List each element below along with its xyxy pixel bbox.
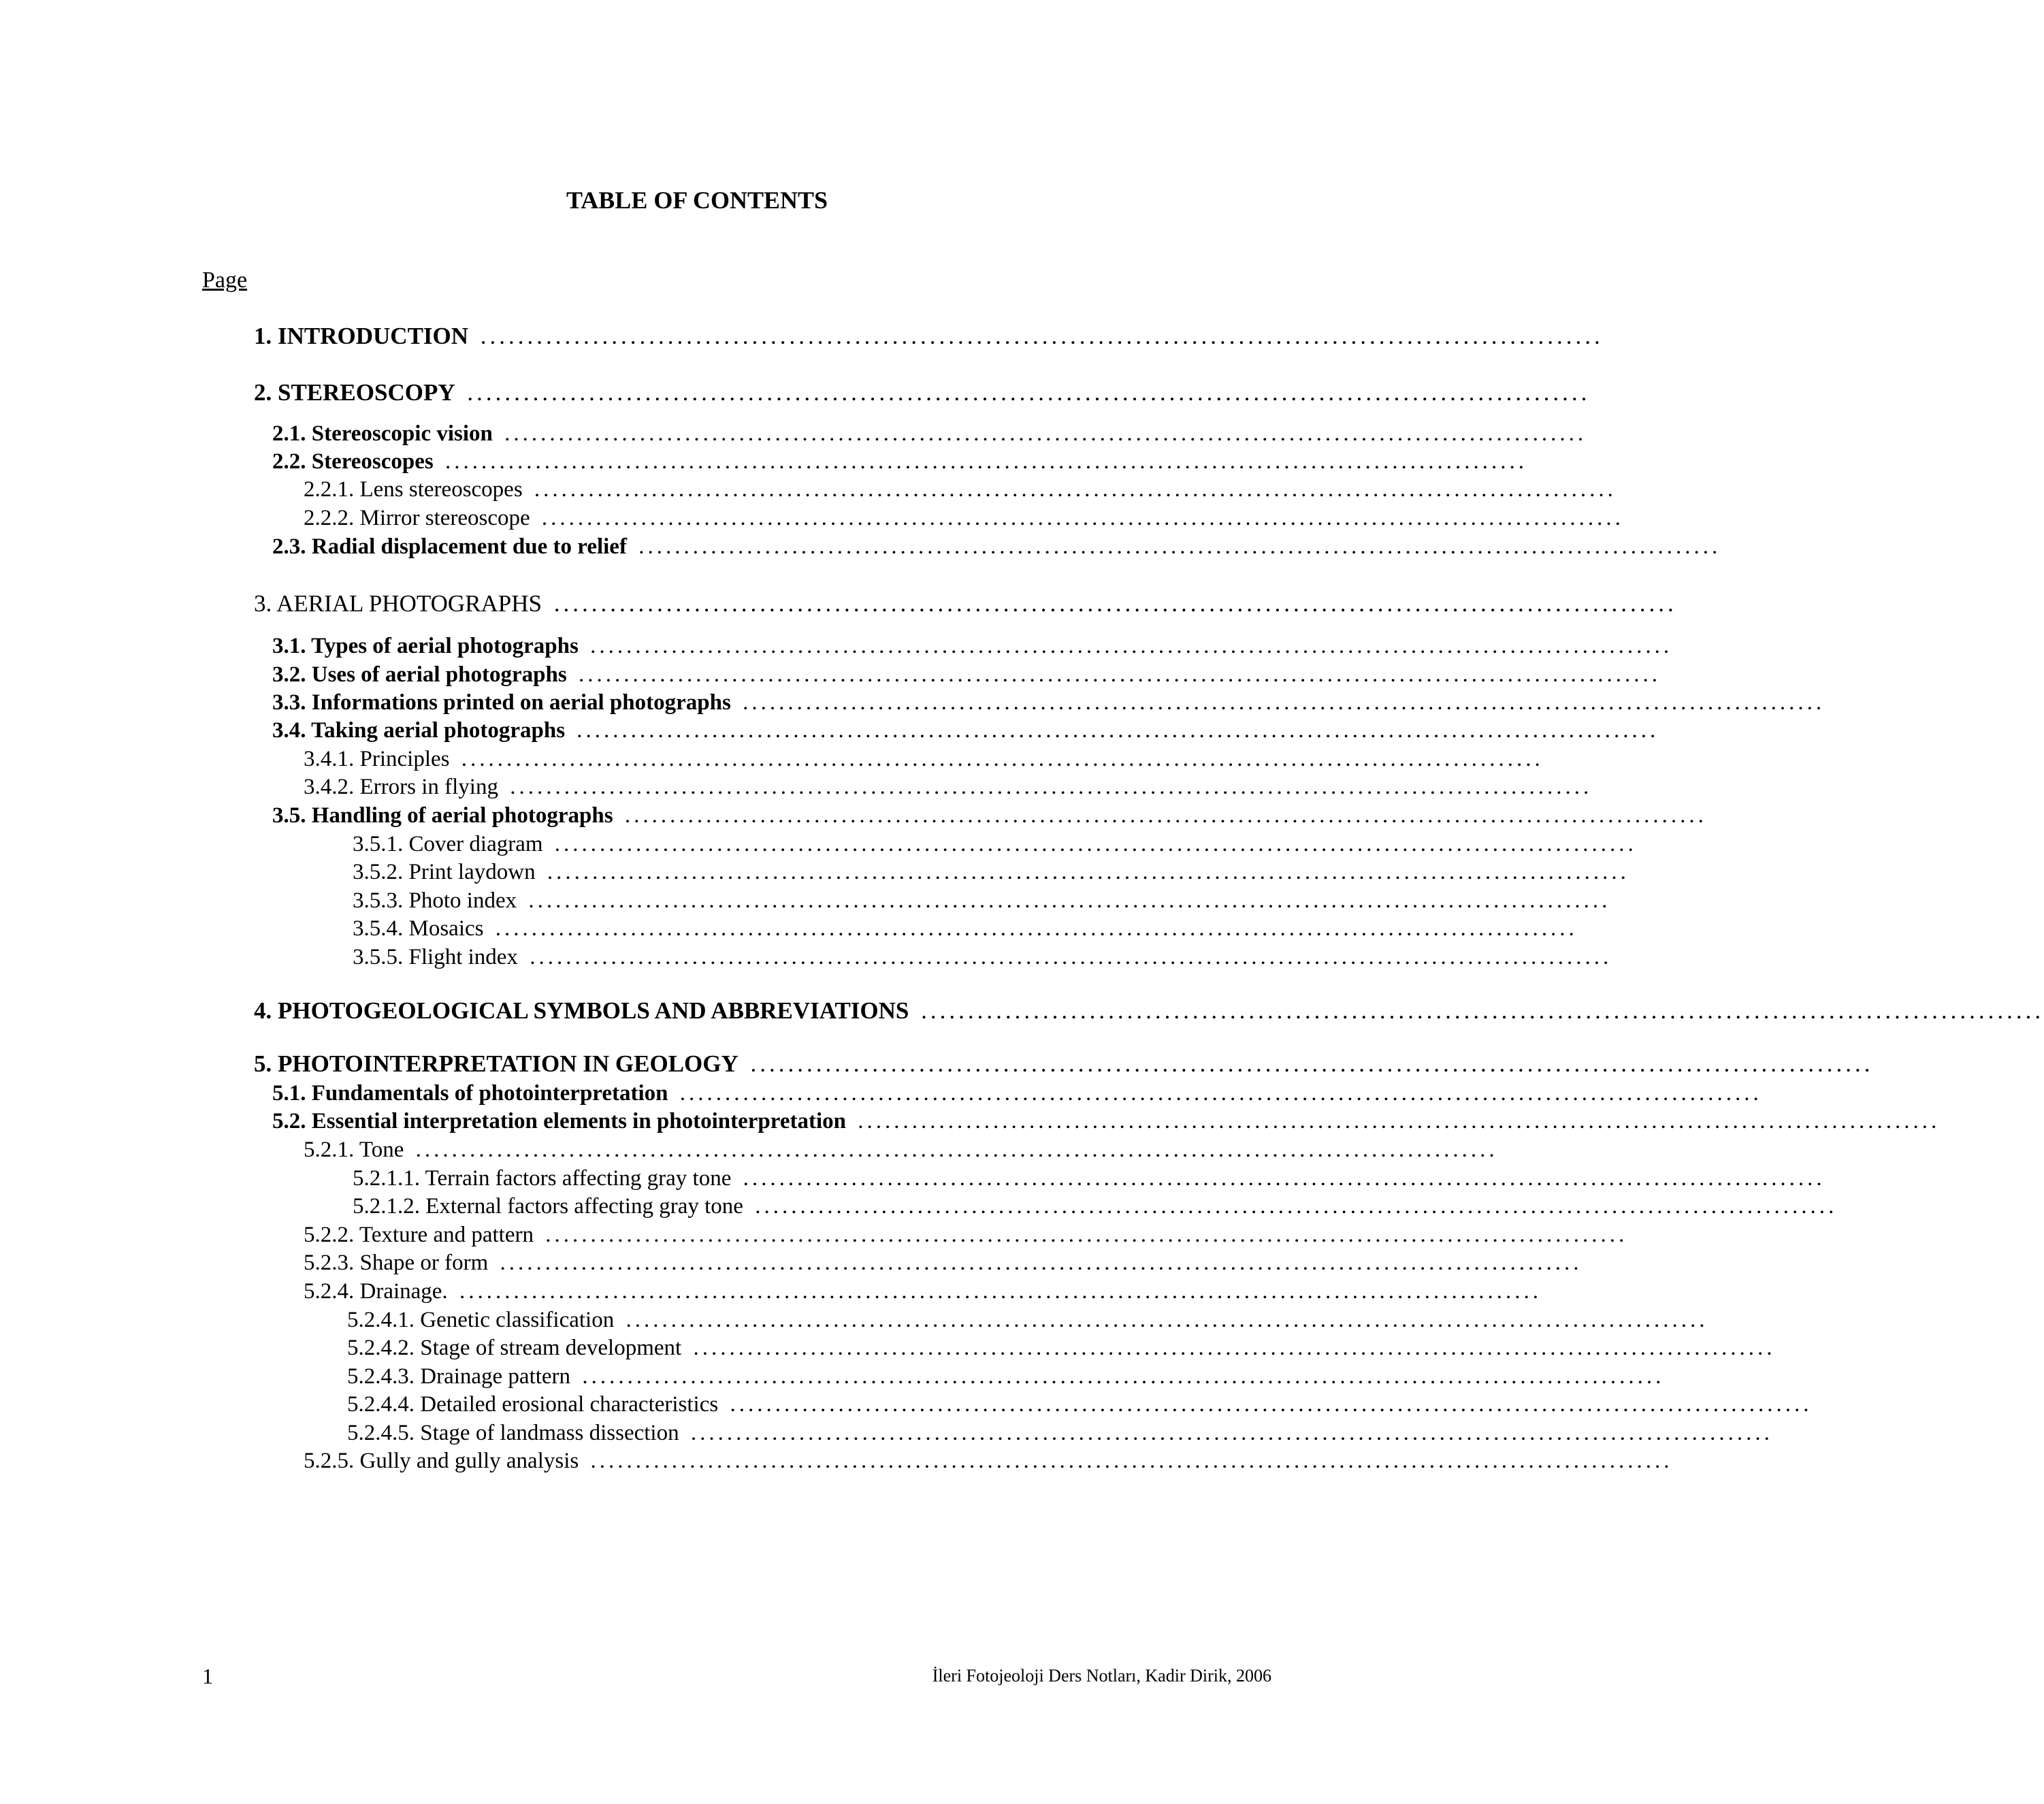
toc-entry bbox=[272, 419, 1587, 449]
dot-leader: ........................................................................................................................ bbox=[544, 590, 1677, 617]
toc-entry-title: 5.2.4.1. Genetic classification bbox=[347, 1308, 615, 1332]
toc-entry bbox=[304, 744, 1544, 774]
toc-entry-title: 5.1. Fundamentals of photointerpretation bbox=[272, 1081, 668, 1106]
dot-leader: ........................................................................................................................ bbox=[525, 477, 1617, 502]
toc-entry-title: 5.2. Essential interpretation elements in photointerpretation bbox=[272, 1109, 846, 1133]
toc-entry bbox=[272, 660, 1661, 690]
toc-entry bbox=[272, 1106, 1941, 1136]
dot-leader: ........................................................................................................................ bbox=[569, 662, 1661, 687]
toc-entry bbox=[254, 589, 1677, 619]
toc-entry bbox=[304, 1135, 1498, 1165]
dot-leader: ........................................................................................................................ bbox=[734, 1166, 1826, 1191]
toc-entry-title: 5.2.4.4. Detailed erosional characteristics bbox=[347, 1392, 719, 1417]
dot-leader: ........................................................................................................................ bbox=[911, 997, 2044, 1024]
toc-entry bbox=[304, 1220, 1628, 1250]
toc-entry bbox=[304, 503, 1624, 533]
toc-entry bbox=[272, 1078, 1762, 1108]
dot-leader: ........................................................................................................................ bbox=[545, 832, 1637, 856]
dot-leader: ........................................................................................................................ bbox=[520, 945, 1612, 969]
dot-leader: ........................................................................................................................ bbox=[681, 1421, 1773, 1445]
toc-entry-title: 2.1. Stereoscopic vision bbox=[272, 421, 493, 446]
dot-leader: ........................................................................................................................ bbox=[536, 1223, 1628, 1247]
footer-page-number: 1 bbox=[202, 1664, 213, 1688]
toc-entry bbox=[254, 1049, 1874, 1079]
toc-entry bbox=[347, 1362, 1665, 1391]
dot-leader: ........................................................................................................................ bbox=[450, 1279, 1542, 1304]
toc-entry-title: 1. INTRODUCTION bbox=[254, 323, 469, 349]
dot-leader: ........................................................................................................................ bbox=[581, 1449, 1673, 1473]
toc-entry-title: 5.2.4. Drainage. bbox=[304, 1279, 448, 1304]
dot-leader: ........................................................................................................................ bbox=[629, 534, 1721, 559]
toc-entry bbox=[304, 1276, 1542, 1306]
dot-leader: ........................................................................................................................ bbox=[495, 421, 1587, 446]
toc-entry-title: 5.2.2. Texture and pattern bbox=[304, 1223, 534, 1247]
toc-entry bbox=[347, 1333, 1776, 1363]
toc-entry bbox=[353, 829, 1637, 859]
toc-entry bbox=[304, 1446, 1673, 1476]
toc-entry bbox=[347, 1305, 1708, 1335]
page-title: TABLE OF CONTENTS bbox=[566, 187, 828, 214]
toc-entry bbox=[272, 801, 1707, 831]
toc-entry-title: 3. AERIAL PHOTOGRAPHS bbox=[254, 590, 542, 617]
page-column-label: Page bbox=[202, 268, 248, 293]
dot-leader: ........................................................................................................................ bbox=[471, 323, 1604, 349]
toc-entry-title: 3.5. Handling of aerial photographs bbox=[272, 803, 613, 828]
dot-leader: ........................................................................................................................ bbox=[491, 1251, 1583, 1275]
footer-text: İleri Fotojeoloji Ders Notları, Kadir Dirik, 2006 bbox=[932, 1666, 1271, 1686]
toc-entry-title: 3.5.5. Flight index bbox=[353, 945, 518, 969]
dot-leader: ........................................................................................................................ bbox=[436, 449, 1528, 474]
toc-entry-title: 3.5.4. Mosaics bbox=[353, 916, 484, 941]
toc-entry bbox=[347, 1418, 1773, 1448]
dot-leader: ........................................................................................................................ bbox=[406, 1138, 1498, 1162]
toc-entry-title: 5.2.4.2. Stage of stream development bbox=[347, 1336, 682, 1360]
dot-leader: ........................................................................................................................ bbox=[741, 1050, 1874, 1077]
toc-entry-title: 5.2.4.5. Stage of landmass dissection bbox=[347, 1421, 679, 1445]
dot-leader: ........................................................................................................................ bbox=[532, 506, 1624, 530]
toc-entry-title: 5.2.1.1. Terrain factors affecting gray tone bbox=[353, 1166, 732, 1191]
toc-entry-title: 3.2. Uses of aerial photographs bbox=[272, 662, 567, 687]
toc-entry bbox=[254, 996, 2044, 1026]
dot-leader: ........................................................................................................................ bbox=[617, 1308, 1708, 1332]
dot-leader: ........................................................................................................................ bbox=[500, 775, 1593, 799]
toc-entry bbox=[272, 532, 1721, 562]
dot-leader: ........................................................................................................................ bbox=[721, 1392, 1813, 1417]
toc-entry-title: 2.3. Radial displacement due to relief bbox=[272, 534, 627, 559]
toc-entry-title: 3.4.1. Principles bbox=[304, 747, 450, 771]
dot-leader: ........................................................................................................................ bbox=[848, 1109, 1941, 1133]
dot-leader: ........................................................................................................................ bbox=[684, 1336, 1776, 1360]
toc-entry-title: 5.2.4.3. Drainage pattern bbox=[347, 1364, 571, 1389]
toc-entry-title: 2.2. Stereoscopes bbox=[272, 449, 434, 474]
dot-leader: ........................................................................................................................ bbox=[745, 1194, 1838, 1219]
toc-entry bbox=[353, 914, 1578, 944]
toc-entry bbox=[353, 886, 1611, 916]
toc-entry bbox=[304, 1248, 1583, 1278]
dot-leader: ........................................................................................................................ bbox=[670, 1081, 1762, 1106]
toc-entry-title: 3.5.2. Print laydown bbox=[353, 860, 536, 884]
dot-leader: ........................................................................................................................ bbox=[538, 860, 1629, 884]
toc-entry bbox=[353, 857, 1629, 887]
toc-entry-title: 2.2.2. Mirror stereoscope bbox=[304, 506, 530, 530]
toc-entry-title: 2.2.1. Lens stereoscopes bbox=[304, 477, 523, 502]
dot-leader: ........................................................................................................................ bbox=[457, 379, 1591, 406]
toc-entry bbox=[272, 631, 1673, 661]
toc-entry bbox=[353, 1163, 1826, 1193]
dot-leader: ........................................................................................................................ bbox=[519, 888, 1611, 913]
toc-entry bbox=[272, 688, 1826, 718]
toc-entry bbox=[254, 378, 1591, 408]
toc-entry-title: 5.2.1. Tone bbox=[304, 1138, 404, 1162]
dot-leader: ........................................................................................................................ bbox=[452, 747, 1544, 771]
toc-entry bbox=[272, 447, 1528, 477]
toc-entry bbox=[347, 1389, 1813, 1419]
toc-entry-title: 5.2.3. Shape or form bbox=[304, 1251, 489, 1275]
dot-leader: ........................................................................................................................ bbox=[486, 916, 1578, 941]
dot-leader: ........................................................................................................................ bbox=[581, 634, 1673, 658]
toc-entry-title: 3.4.2. Errors in flying bbox=[304, 775, 498, 799]
toc-entry bbox=[353, 942, 1612, 972]
toc-entry bbox=[304, 474, 1617, 504]
toc-entry-title: 3.3. Informations printed on aerial photographs bbox=[272, 690, 731, 715]
toc-entry-title: 3.1. Types of aerial photographs bbox=[272, 634, 579, 658]
toc-entry-title: 3.4. Taking aerial photographs bbox=[272, 718, 566, 743]
toc-entry bbox=[353, 1191, 1838, 1221]
dot-leader: ........................................................................................................................ bbox=[615, 803, 1707, 828]
dot-leader: ........................................................................................................................ bbox=[568, 718, 1659, 743]
toc-entry-title: 4. PHOTOGEOLOGICAL SYMBOLS AND ABBREVIATIONS bbox=[254, 997, 909, 1024]
toc-entry-title: 3.5.3. Photo index bbox=[353, 888, 517, 913]
toc-entry-title: 2. STEREOSCOPY bbox=[254, 379, 455, 406]
toc-entry-title: 5.2.1.2. External factors affecting gray tone bbox=[353, 1194, 743, 1219]
toc-entry bbox=[272, 715, 1659, 745]
dot-leader: ........................................................................................................................ bbox=[733, 690, 1826, 715]
toc-entry-title: 3.5.1. Cover diagram bbox=[353, 832, 543, 856]
toc-entry-title: 5.2.5. Gully and gully analysis bbox=[304, 1449, 579, 1473]
toc-entry-title: 5. PHOTOINTERPRETATION IN GEOLOGY bbox=[254, 1050, 739, 1077]
toc-entry bbox=[304, 772, 1593, 802]
toc-entry bbox=[254, 321, 1604, 351]
dot-leader: ........................................................................................................................ bbox=[573, 1364, 1665, 1389]
